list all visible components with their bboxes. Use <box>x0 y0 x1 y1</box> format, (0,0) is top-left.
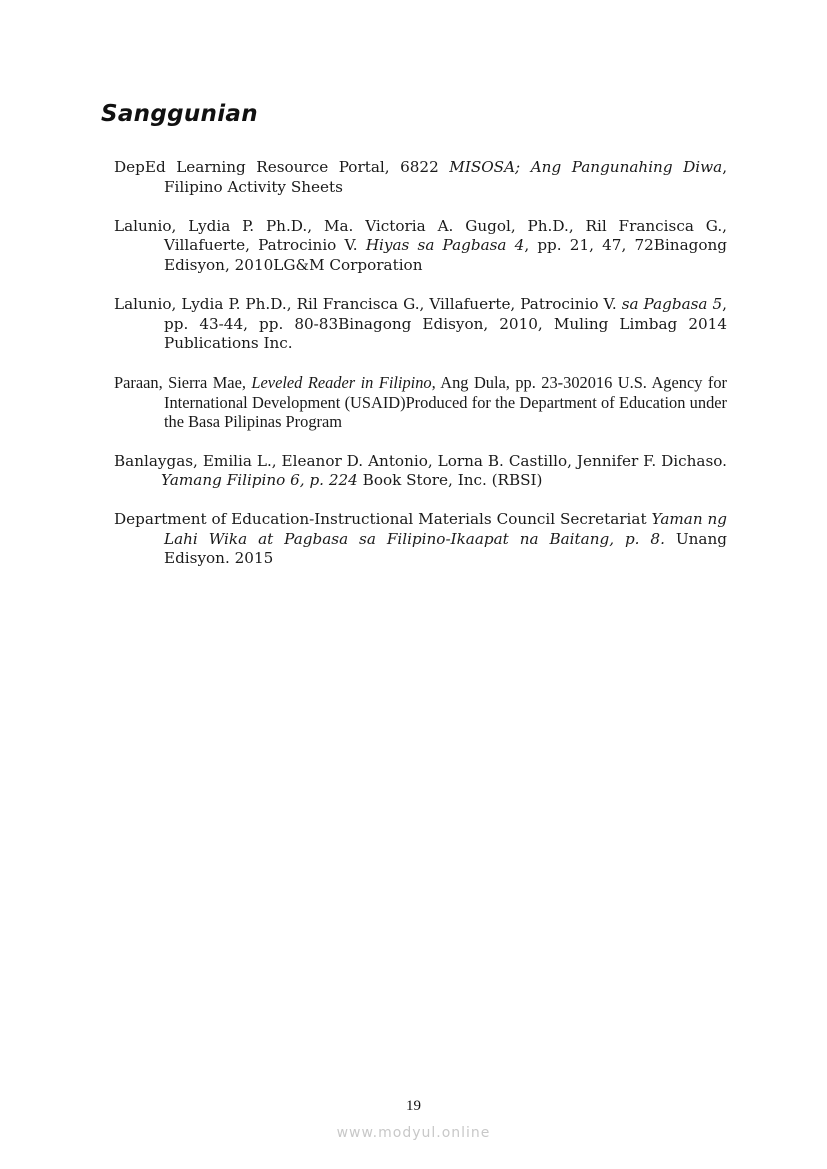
reference-authors: Lalunio, Lydia P. Ph.D., Ril Francisca G., Villafuerte, Patrocinio V. <box>114 294 622 313</box>
reference-item <box>114 295 727 354</box>
reference-details: , pp. 21, 47, 72Binagong Edisyon, 2010LG&M Corporation <box>164 236 727 274</box>
reference-item <box>114 217 727 276</box>
reference-list <box>114 158 727 589</box>
reference-details: , pp. 43-44, pp. 80-83Binagong Edisyon, 2010, Muling Limbag 2014 Publications Inc. <box>164 294 727 353</box>
page-title: Sanggunian <box>101 101 258 127</box>
reference-title: MISOSA; Ang Pangunahing Diwa <box>449 158 723 176</box>
reference-item <box>114 158 727 197</box>
reference-title: Yaman ng Lahi Wika at Pagbasa sa Filipino-Ikaapat na Baitang, p. 8. <box>164 510 727 548</box>
reference-title: Hiyas sa Pagbasa 4 <box>365 236 525 255</box>
reference-details: , Filipino Activity Sheets <box>164 158 728 196</box>
reference-authors: Lalunio, Lydia P. Ph.D., Ma. Victoria A. Gugol, Ph.D., Ril Francisca G., Villafuerte, Patrocinio V. <box>114 216 727 255</box>
reference-item <box>114 373 727 432</box>
reference-title: , Leveled Reader in Filipino, <box>241 373 436 393</box>
reference-details: Unang Edisyon. 2015 <box>164 529 727 568</box>
reference-details: Ang Dula, pp. 23-302016 U.S. Agency for International Development (USAID)Produced for the Department of Education under the Basa Pilipinas Program <box>164 373 727 432</box>
reference-authors: Paraan, Sierra Mae <box>114 373 242 393</box>
reference-item <box>114 510 727 569</box>
reference-title: Yamang Filipino 6, p. 224 <box>161 471 358 490</box>
reference-details: Book Store, Inc. (RBSI) <box>357 471 543 490</box>
reference-authors: DepEd Learning Resource Portal, 6822 <box>114 158 450 176</box>
watermark: www.modyul.online <box>336 1125 491 1141</box>
reference-authors: Banlaygas, Emilia L., Eleanor D. Antonio, Lorna B. Castillo, Jennifer F. Dichaso. <box>114 451 727 470</box>
page-number: 19 <box>406 1098 421 1114</box>
reference-title: sa Pagbasa 5 <box>621 294 723 313</box>
reference-authors: Department of Education-Instructional Materials Council Secretariat <box>114 510 652 529</box>
reference-item <box>114 452 727 491</box>
